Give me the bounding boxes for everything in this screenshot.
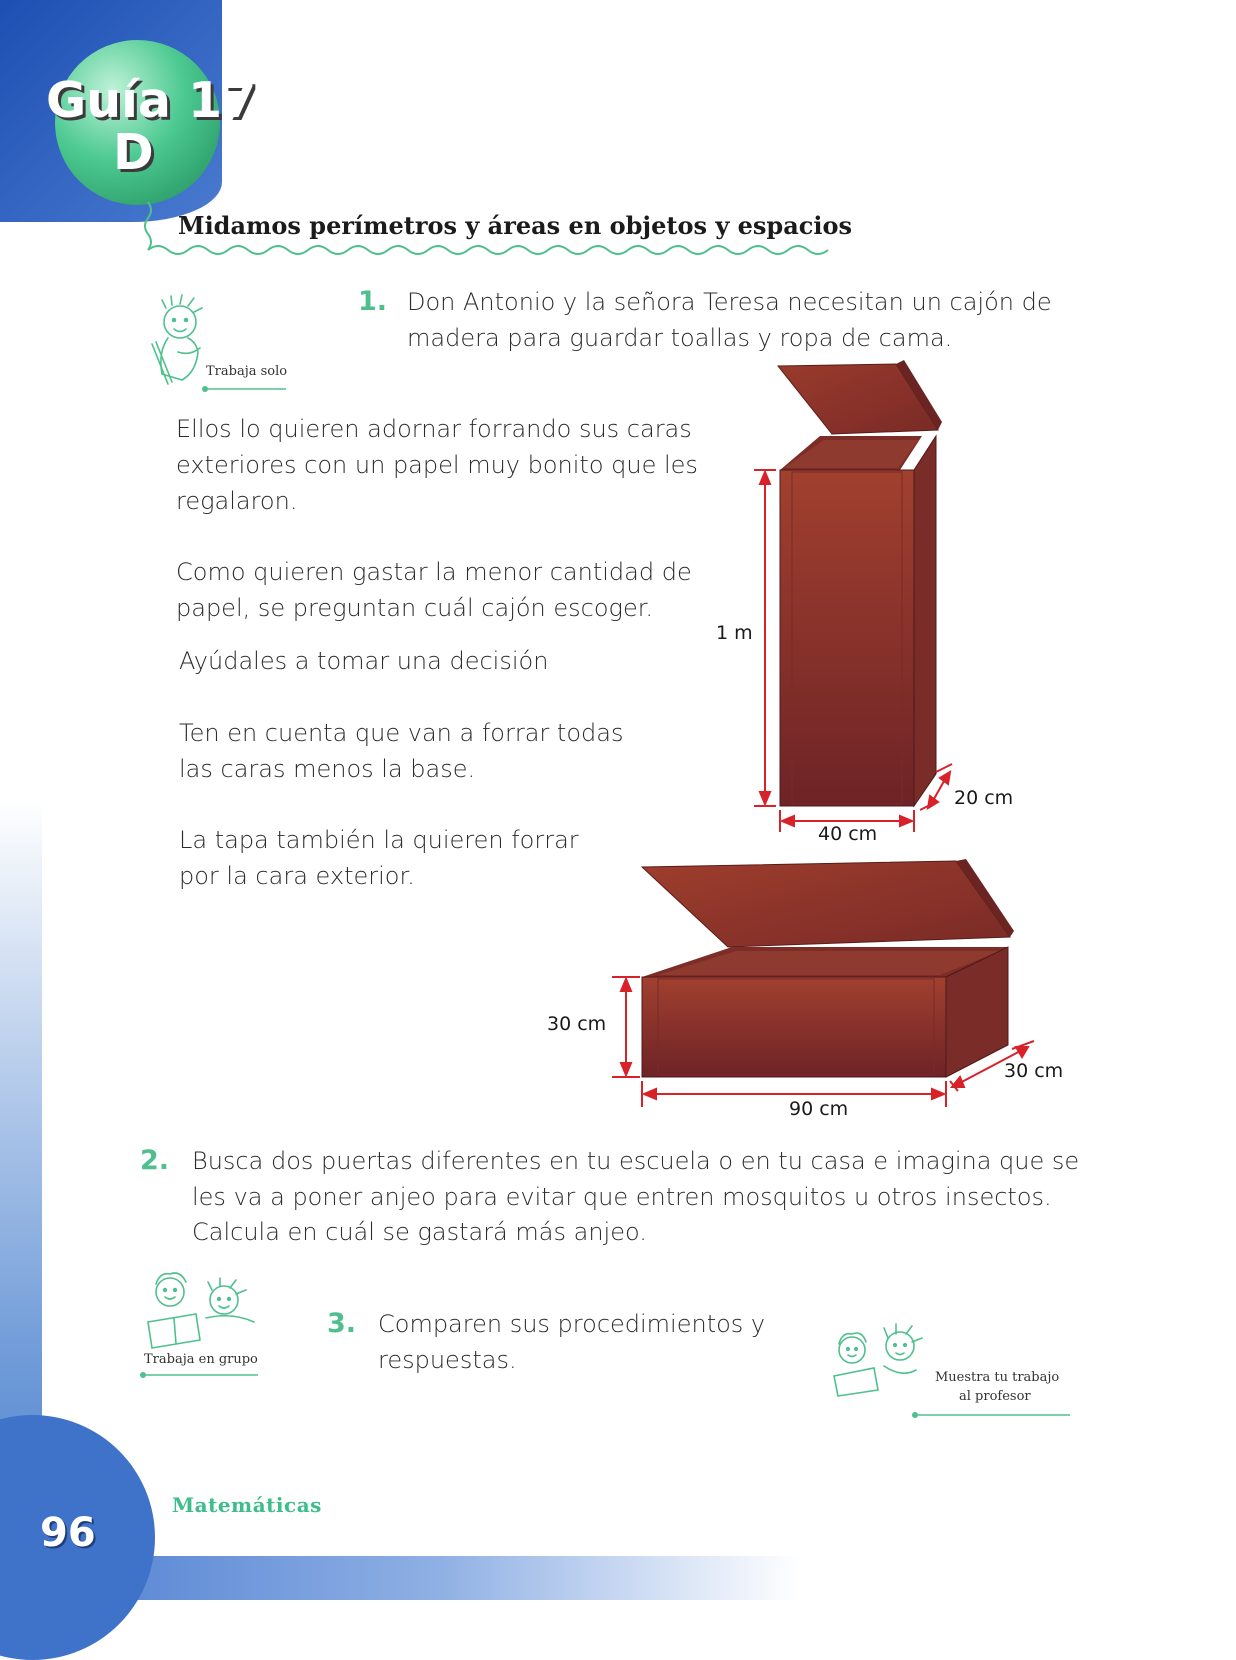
exercise-1-p4-line1: Ten en cuenta que van a forrar todas: [179, 719, 624, 747]
exercise-3-line2: respuestas.: [378, 1346, 517, 1374]
tall-box-illustration: [740, 360, 1030, 850]
exercise-1-p5-line2: por la cara exterior.: [179, 862, 415, 890]
exercise-1-p1-line1: Ellos lo quieren adornar forrando sus caras: [176, 415, 692, 443]
show-teacher-label-line2: al profesor: [959, 1389, 1031, 1404]
exercise-1-p5-line1: La tapa también la quieren forrar: [179, 826, 579, 854]
exercise-3-number: 3.: [327, 1308, 357, 1339]
work-group-label: Trabaja en grupo: [144, 1352, 258, 1367]
tall-box-depth-label: 20 cm: [954, 787, 1014, 809]
subject-label: Matemáticas: [172, 1493, 322, 1517]
exercise-1-intro-line2: madera para guardar toallas y ropa de cama.: [407, 324, 953, 352]
guide-label: Guía 17: [46, 72, 257, 129]
exercise-2-line2: les va a poner anjeo para evitar que entren mosquitos u otros insectos.: [192, 1183, 1052, 1211]
wide-box-width-label: 90 cm: [789, 1098, 849, 1120]
exercise-2-line1: Busca dos puertas diferentes en tu escuela o en tu casa e imagina que se: [192, 1147, 1080, 1175]
exercise-1-p1-line2: exteriores con un papel muy bonito que les: [176, 451, 698, 479]
exercise-2-number: 2.: [140, 1145, 170, 1176]
work-alone-underline: [200, 384, 290, 394]
show-teacher-icon: [826, 1318, 936, 1398]
exercise-1-p3: Ayúdales a tomar una decisión: [179, 647, 549, 675]
wide-box-depth-label: 30 cm: [1004, 1060, 1064, 1082]
work-alone-label: Trabaja solo: [206, 364, 288, 379]
work-group-underline: [138, 1370, 262, 1380]
show-teacher-label-line1: Muestra tu trabajo: [935, 1370, 1060, 1385]
exercise-1-intro-line1: Don Antonio y la señora Teresa necesitan un cajón de: [407, 288, 1052, 316]
section-title: Midamos perímetros y áreas en objetos y espacios: [178, 211, 852, 240]
show-teacher-underline: [910, 1410, 1074, 1420]
exercise-2-line3: Calcula en cuál se gastará más anjeo.: [192, 1218, 647, 1246]
exercise-1-p2-line2: papel, se preguntan cuál cajón escoger.: [176, 594, 653, 622]
tall-box-width-label: 40 cm: [818, 823, 878, 845]
work-group-icon: [136, 1262, 266, 1357]
exercise-1-p4-line2: las caras menos la base.: [179, 755, 476, 783]
exercise-3-line1: Comparen sus procedimientos y: [378, 1310, 766, 1338]
wide-box-height-label: 30 cm: [547, 1013, 607, 1035]
tall-box-height-label: 1 m: [716, 622, 753, 644]
exercise-1-p2-line1: Como quieren gastar la menor cantidad de: [176, 558, 692, 586]
page-number: 96: [40, 1510, 96, 1556]
exercise-1-number: 1.: [358, 286, 388, 317]
guide-letter: D: [113, 124, 154, 181]
wide-box-illustration: [600, 855, 1040, 1115]
exercise-1-p1-line3: regalaron.: [176, 487, 298, 515]
